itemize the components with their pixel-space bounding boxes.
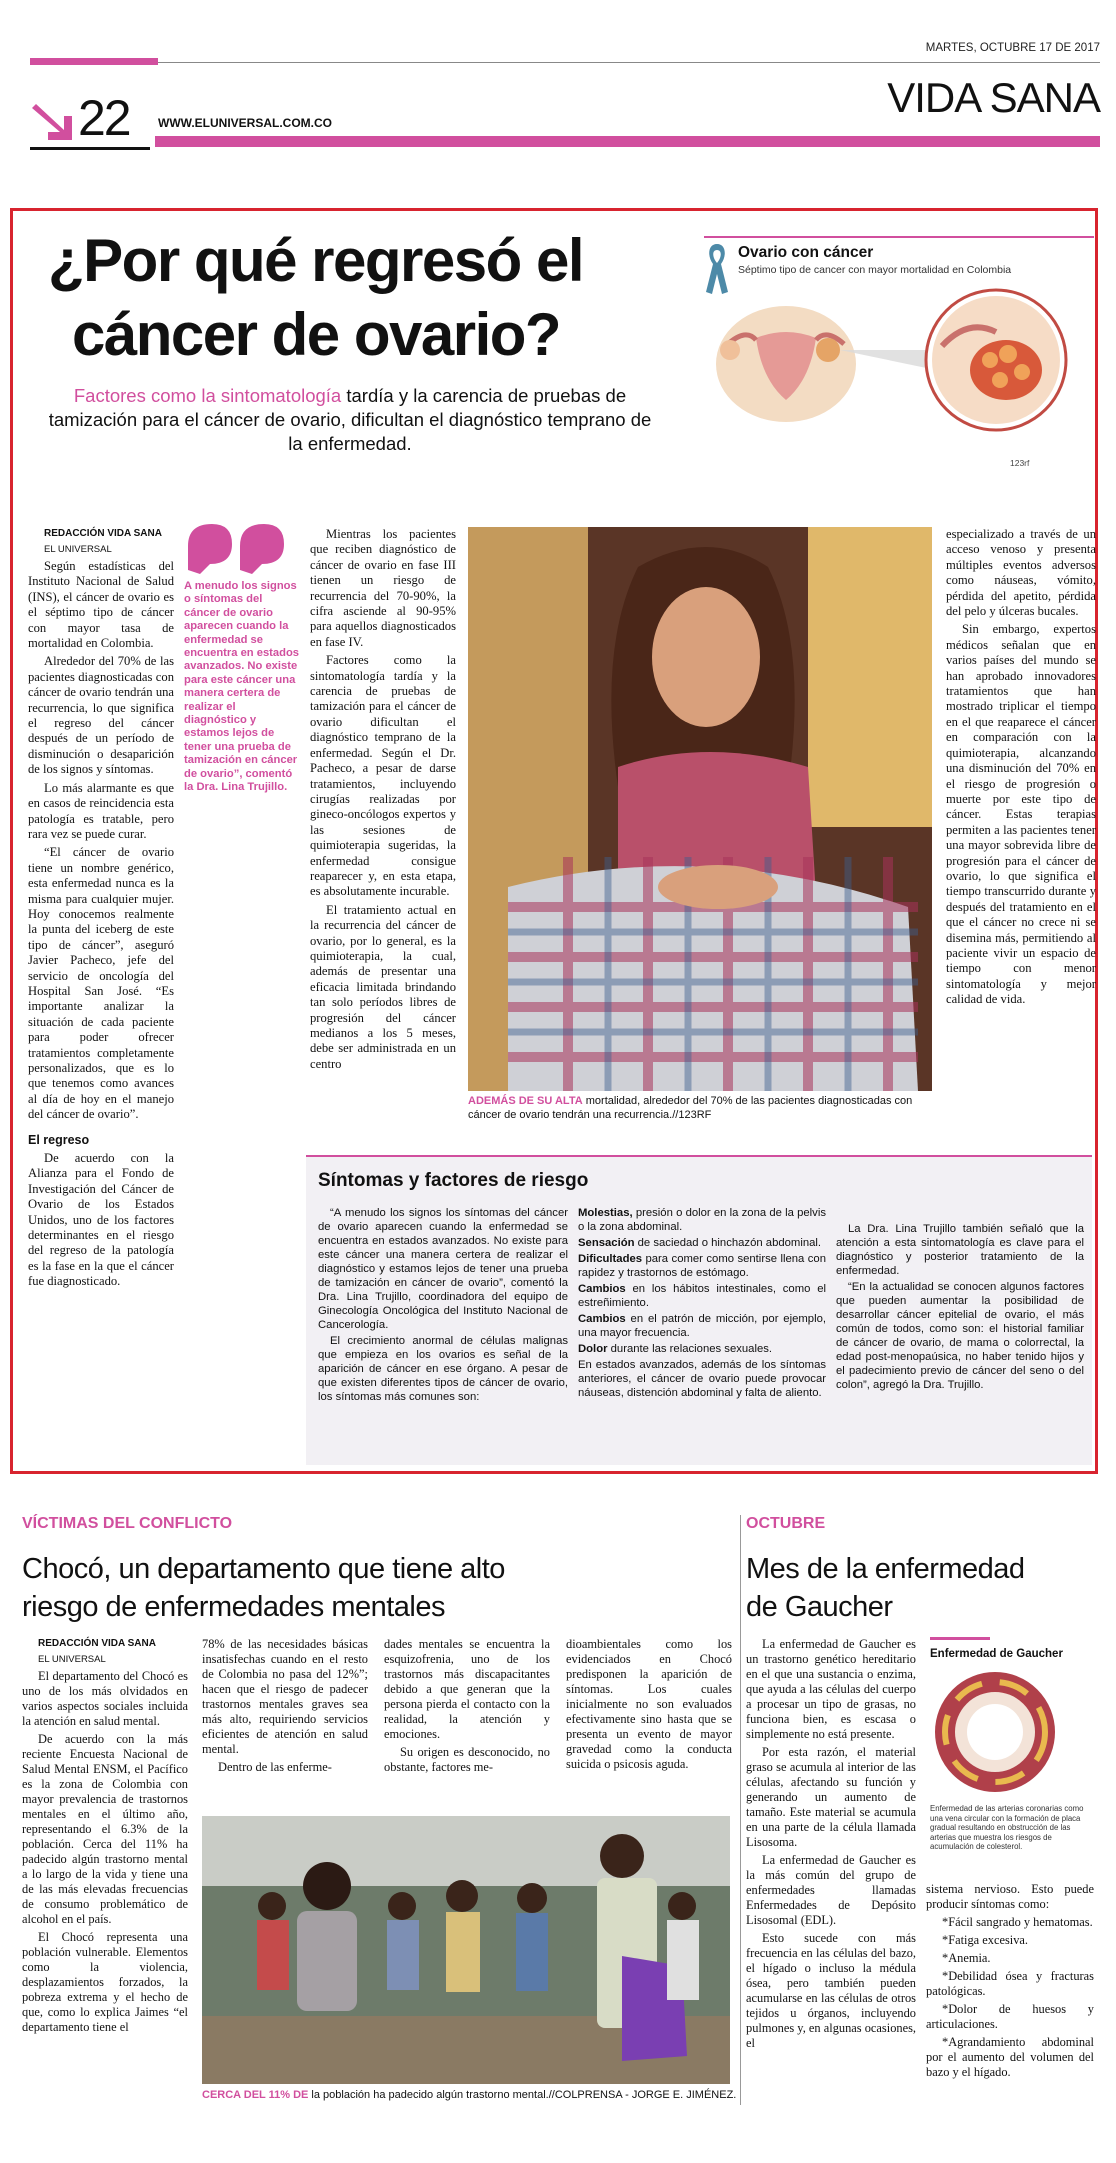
main-col1-p3: Lo más alarmante es que en casos de reincidencia esta patología es tratable, pero rara vez se puede curar. xyxy=(28,780,174,841)
main-col3 xyxy=(310,527,456,1075)
main-col1-p1: Según estadísticas del Instituto Nacional de Salud (INS), el cáncer de ovario es el séptimo tipo de cáncer con mayor tasa de mortalidad en Colombia. xyxy=(28,559,174,651)
gaucher-col2-p6: *Dolor de huesos y articulaciones. xyxy=(926,2002,1094,2031)
gaucher-col2-p7: *Agrandamiento abdominal por el aumento del volumen del bazo y el hígado. xyxy=(926,2035,1094,2079)
gaucher-infographic-pink-rule xyxy=(930,1637,990,1640)
gaucher-col2-p1: sistema nervioso. Esto puede producir síntomas como: xyxy=(926,1882,1094,1911)
gaucher-col1-p4: Esto sucede con más frecuencia en las células del bazo, el hígado o incluso la médula ósea, pero también pueden acumularse en las células de otros tejidos u órganos, incluyendo pulmones y, en algunas ocasiones, el xyxy=(746,1931,916,2050)
main-title-line1: ¿Por qué regresó el xyxy=(48,227,583,294)
gaucher-kicker: OCTUBRE xyxy=(746,1515,826,1532)
gaucher-col2-p2: *Fácil sangrado y hematomas. xyxy=(942,1915,1093,1929)
main-col5-p1: especializado a través de un acceso venoso y presenta múltiples eventos adversos como náuseas, vómito, pérdida del apetito, pérdida del pelo y úlceras bucales. xyxy=(946,527,1096,619)
symptom-item-3 xyxy=(578,1252,826,1280)
choco-photo xyxy=(202,1816,730,2084)
symptom-text: en los hábitos intestinales, como el estreñimiento. xyxy=(578,1283,826,1309)
column-divider xyxy=(740,1515,741,2105)
quote-mark-icon xyxy=(184,520,290,574)
choco-col3 xyxy=(384,1637,550,1778)
main-col3-p3: El tratamiento actual en la recurrencia del cáncer de ovario, por lo general, es la quimioterapia, la cual, además de presentar una eficacia limitada brindando tan solo períodos libres de progresión del cáncer medianos a los 5 meses, debe ser administrada en un centro xyxy=(310,902,456,1071)
arrow-icon xyxy=(30,100,78,142)
header-top-rule xyxy=(30,62,1100,63)
section-title: VIDA SANA xyxy=(887,74,1100,121)
choco-kicker: VÍCTIMAS DEL CONFLICTO xyxy=(22,1515,233,1532)
gaucher-infographic-caption: Enfermedad de las arterias coronarias como una vena circular con la formación de placa gradual resultando en obstrucción de las arterias que muestra los riesgos de acumulación de colesterol. xyxy=(930,1804,1084,1851)
symptom-item-5 xyxy=(578,1312,826,1340)
main-subhead: El regreso xyxy=(28,1132,90,1147)
choco-col1 xyxy=(22,1637,188,2038)
symptom-term: Dificultades xyxy=(578,1253,643,1265)
header-underline-left xyxy=(30,147,150,150)
gaucher-title-line2: de Gaucher xyxy=(746,1591,893,1623)
choco-byline: REDACCIÓN VIDA SANA xyxy=(38,1638,156,1649)
main-col5-p2: Sin embargo, expertos médicos señalan que en varios países del mundo se han aprobado innovadores tratamientos que han mostrado triplicar el tiempo en el que reaparece el cáncer en comparación con la quimioterapia, alcanzando una disminución del 70% en el riesgo de progresión o muerte por este tipo de cáncer. Estas terapias permiten a las pacientes tener una mayor sobrevida libre de progresión para el cáncer de ovario, lo que significa el tiempo transcurrido durante y después del tratamiento en el que el cáncer no crece ni se disemina más, permitiendo al paciente vivir un espacio de tiempo con menor sintomatología y mejor calidad de vida. xyxy=(946,622,1096,1007)
choco-col2-p1: 78% de las necesidades básicas insatisfechas cuando en el resto de Colombia no pasa del 12%”; hacen que el riesgo de padecer trastornos mentales graves sea más alto, requiriendo servicios eficientes de atención en salud mental. xyxy=(202,1637,368,1756)
gaucher-col1 xyxy=(746,1637,916,2054)
main-col5 xyxy=(946,527,1096,1011)
symptom-term: Molestias, xyxy=(578,1207,633,1219)
gaucher-col2-p5: *Debilidad ósea y fracturas patológicas. xyxy=(926,1969,1094,1998)
gaucher-col2-p4: *Anemia. xyxy=(942,1951,991,1965)
main-col1 xyxy=(28,527,174,1293)
symptom-item-4 xyxy=(578,1282,826,1310)
symptoms-col3-p1: La Dra. Lina Trujillo también señaló que la atención a esta sintomatología es clave para el diagnóstico y posterior tratamiento de la enfermedad. xyxy=(836,1223,1084,1277)
symptom-text: para comer como sentirse llena con rapidez y trastornos de estómago. xyxy=(578,1253,826,1279)
main-col3-p1: Mientras los pacientes que reciben diagnóstico de cáncer de ovario en fase III tienen un riesgo de recurrencia del 70-90%, la cifra asciende al 90-95% para aquellos diagnosticados en fase IV. xyxy=(310,527,456,649)
page-number: 22 xyxy=(78,90,130,146)
main-photo-caption xyxy=(468,1094,928,1122)
main-title-line2: cáncer de ovario? xyxy=(72,301,561,368)
symptom-item-2 xyxy=(578,1236,826,1250)
symptoms-col2-after: En estados avanzados, además de los síntomas anteriores, el cáncer de ovario puede provocar náuseas, distención abdominal y falta de aliento. xyxy=(578,1359,826,1399)
header-date: MARTES, OCTUBRE 17 DE 2017 xyxy=(925,42,1100,54)
gaucher-col2-p3: *Fatiga excesiva. xyxy=(942,1933,1029,1947)
infographic-credit: 123rf xyxy=(1010,458,1030,468)
pull-quote: A menudo los signos o síntomas del cáncer de ovario aparecen cuando la enfermedad se encuentra en estados avanzados. No existe para este cáncer una manera certera de realizar el diagnóstico y estamos lejos de tener una prueba de tamización en cáncer de ovario”, comentó la Dra. Lina Trujillo. xyxy=(184,580,300,794)
gaucher-col1-p1: La enfermedad de Gaucher es un trastorno genético hereditario en el que una sustancia o enzima, que ayuda a las células del cuerpo a procesar un tipo de grasas, no funciona bien, es escasa o simplemente no está presente. xyxy=(746,1637,916,1741)
symptom-text: de saciedad o hinchazón abdominal. xyxy=(634,1237,822,1249)
infographic-title: Ovario con cáncer xyxy=(738,244,874,261)
symptoms-col1 xyxy=(318,1206,568,1406)
main-subtitle-rest: tardía y la carencia de pruebas de tamización para el cáncer de ovario, dificultan el diagnóstico temprano de la enfermedad. xyxy=(48,385,652,454)
main-byline-source: EL UNIVERSAL xyxy=(44,544,112,555)
main-col3-p2: Factores como la sintomatología tardía y la carencia de pruebas de tamización para el cáncer de ovario dificultan el diagnóstico temprano de la enfermedad. Según el Dr. Pacheco, a pesar de darse tratamientos, incluyendo cirugías realizadas por gineco-oncólogos expertos y las sesiones de quimioterapia sugeridas, la enfermedad consigue reaparecer y, en esta etapa, es absolutamente incurable. xyxy=(310,653,456,899)
main-photo-caption-rest: mortalidad, alrededor del 70% de las pacientes diagnosticadas con cáncer de ovario tendrán una recurrencia.//123RF xyxy=(468,1095,913,1121)
symptoms-col3-p2: “En la actualidad se conocen algunos factores que pueden aumentar la posibilidad de desarrollar cáncer epitelial de ovario, el más común de todos, como son: el historial familiar de cáncer de ovario, de mama o colorrectal, la edad post-menopaúsica, no haber tenido hijos y el padecimiento previo de cáncer del seno o del colon”, agregó la Dra. Trujillo. xyxy=(836,1281,1084,1391)
choco-photo-caption-highlight: CERCA DEL 11% DE xyxy=(202,2089,309,2101)
choco-col4 xyxy=(566,1637,732,1775)
header-website[interactable]: WWW.ELUNIVERSAL.COM.CO xyxy=(158,116,332,130)
choco-photo-caption xyxy=(202,2088,742,2102)
symptom-term: Dolor xyxy=(578,1343,608,1355)
symptom-term: Sensación xyxy=(578,1237,635,1249)
main-col1-p5: De acuerdo con la Alianza para el Fondo de Investigación del Cáncer de Ovario de los Estados Unidos, uno de los factores determinantes en el riesgo del regreso de la patología es la fase en la que el cáncer fue diagnosticado. xyxy=(28,1151,174,1289)
gaucher-illustration xyxy=(930,1668,1060,1796)
main-photo-caption-highlight: ADEMÁS DE SU ALTA xyxy=(468,1095,583,1107)
header-pink-bar-short xyxy=(30,58,158,65)
symptom-item-6 xyxy=(578,1342,826,1356)
ovary-illustration xyxy=(706,288,1090,448)
choco-byline-source: EL UNIVERSAL xyxy=(38,1654,106,1665)
gaucher-col1-p3: La enfermedad de Gaucher es la más común del grupo de enfermedades llamadas Enfermedades de Depósito Lisosomal (EDL). xyxy=(746,1853,916,1927)
symptoms-col3 xyxy=(836,1222,1084,1394)
main-byline: REDACCIÓN VIDA SANA xyxy=(44,528,162,539)
choco-title-line1: Chocó, un departamento que tiene alto xyxy=(22,1553,505,1585)
symptoms-col1-p1: “A menudo los signos los síntomas del cáncer de ovario aparecen cuando la enfermedad se encuentra en estados avanzados. No existe para este cáncer una manera certera de realizar el diagnóstico y estamos lejos de tener una prueba de tamización en cáncer de ovario”, comentó la Dra. Lina Trujillo, coordinadora del equipo de Ginecología Oncológica del Instituto Nacional de Cancerología. xyxy=(318,1207,568,1331)
main-col1-p2: Alrededor del 70% de las pacientes diagnosticadas con cáncer de ovario tendrán una recurrencia, lo que significa el regreso del cáncer después de un período de disminución o desaparición de los signos y síntomas. xyxy=(28,654,174,777)
choco-col1-p1: El departamento del Chocó es uno de los más olvidados en varios aspectos sociales incluida la atención en salud mental. xyxy=(22,1669,188,1728)
choco-col3-p1: dades mentales se encuentra la esquizofrenia, uno de los trastornos más discapacitantes debido a que generan que la persona pierda el contacto con la realidad, la atención y emociones. xyxy=(384,1637,550,1741)
choco-col1-p2: De acuerdo con la más reciente Encuesta Nacional de Salud Mental ENSM, el Pacífico es la zona de Colombia con mayor prevalencia de trastornos mentales en el último año, representando el 6.3% de la población. Cerca del 11% ha padecido algún trastorno mental a lo largo de la vida y tiene una de las más elevadas frecuencias de consumo problemático de alcohol en el país. xyxy=(22,1732,188,1926)
infographic-subtitle: Séptimo tipo de cancer con mayor mortalidad en Colombia xyxy=(738,264,1012,276)
symptom-term: Cambios xyxy=(578,1313,626,1325)
gaucher-title-line1: Mes de la enfermedad xyxy=(746,1553,1025,1585)
gaucher-col2 xyxy=(926,1882,1094,2083)
symptoms-col1-p2: El crecimiento anormal de células malignas que empieza en los ovarios es señal de la aparición de cáncer en ese órgano. A pesar de que existen diferentes tipos de cáncer de ovario, los síntomas más comunes son: xyxy=(318,1335,568,1403)
infographic-pink-line xyxy=(704,236,1094,238)
choco-title-line2: riesgo de enfermedades mentales xyxy=(22,1591,445,1623)
choco-col3-p2: Su origen es desconocido, no obstante, factores me- xyxy=(384,1745,550,1774)
main-col1-p4: “El cáncer de ovario tiene un nombre genérico, esta enfermedad nunca es la misma para cualquier mujer. Hoy conocemos realmente la punta del iceberg de este tipo de cáncer”, aseguró Javier Pacheco, jefe del servicio de oncología del Hospital San José. “Es importante analizar la situación de cada paciente para poder ofrecer tratamientos completamente personalizados, que es lo que tenemos como avances al día de hoy en el manejo del cáncer de ovario”. xyxy=(28,845,174,1122)
choco-col4-p1: dioambientales como los evidenciados en Chocó predisponen la aparición de síntomas. Los cuales inicialmente no son evaluados efectivamente sino hasta que se presenta un evento de mayor gravedad como la conducta suicida o psicosis aguda. xyxy=(566,1637,732,1771)
symptoms-title: Síntomas y factores de riesgo xyxy=(318,1170,589,1191)
symptoms-col2 xyxy=(578,1206,826,1402)
header-pink-bar-long xyxy=(155,136,1100,147)
symptom-item-1 xyxy=(578,1206,826,1234)
choco-col2-p2: Dentro de las enferme- xyxy=(218,1760,332,1774)
choco-col1-p3: El Chocó representa una población vulnerable. Elementos como la violencia, desplazamientos forzados, la pobreza extrema y el hecho de que, como lo explica Jaimes “el departamento tiene el xyxy=(22,1930,188,2034)
symptom-text: en el patrón de micción, por ejemplo, una mayor frecuencia. xyxy=(578,1313,826,1339)
gaucher-col1-p2: Por esta razón, el material graso se acumula al interior de las células, afectando su función y generando un aumento de tamaño. Este material se acumula en una parte de la célula llamada Lisosoma. xyxy=(746,1745,916,1849)
symptom-term: Cambios xyxy=(578,1283,626,1295)
symptom-text: durante las relaciones sexuales. xyxy=(607,1343,773,1355)
main-subtitle xyxy=(40,384,660,456)
choco-col2 xyxy=(202,1637,368,1778)
choco-photo-caption-rest: la población ha padecido algún trastorno mental.//COLPRENSA - JORGE E. JIMÉNEZ. xyxy=(308,2089,737,2101)
main-photo xyxy=(468,527,932,1091)
main-subtitle-highlight: Factores como la sintomatología xyxy=(73,385,342,406)
symptom-text: presión o dolor en la zona de la pelvis o la zona abdominal. xyxy=(578,1207,826,1233)
gaucher-infographic-title: Enfermedad de Gaucher xyxy=(930,1648,1063,1660)
